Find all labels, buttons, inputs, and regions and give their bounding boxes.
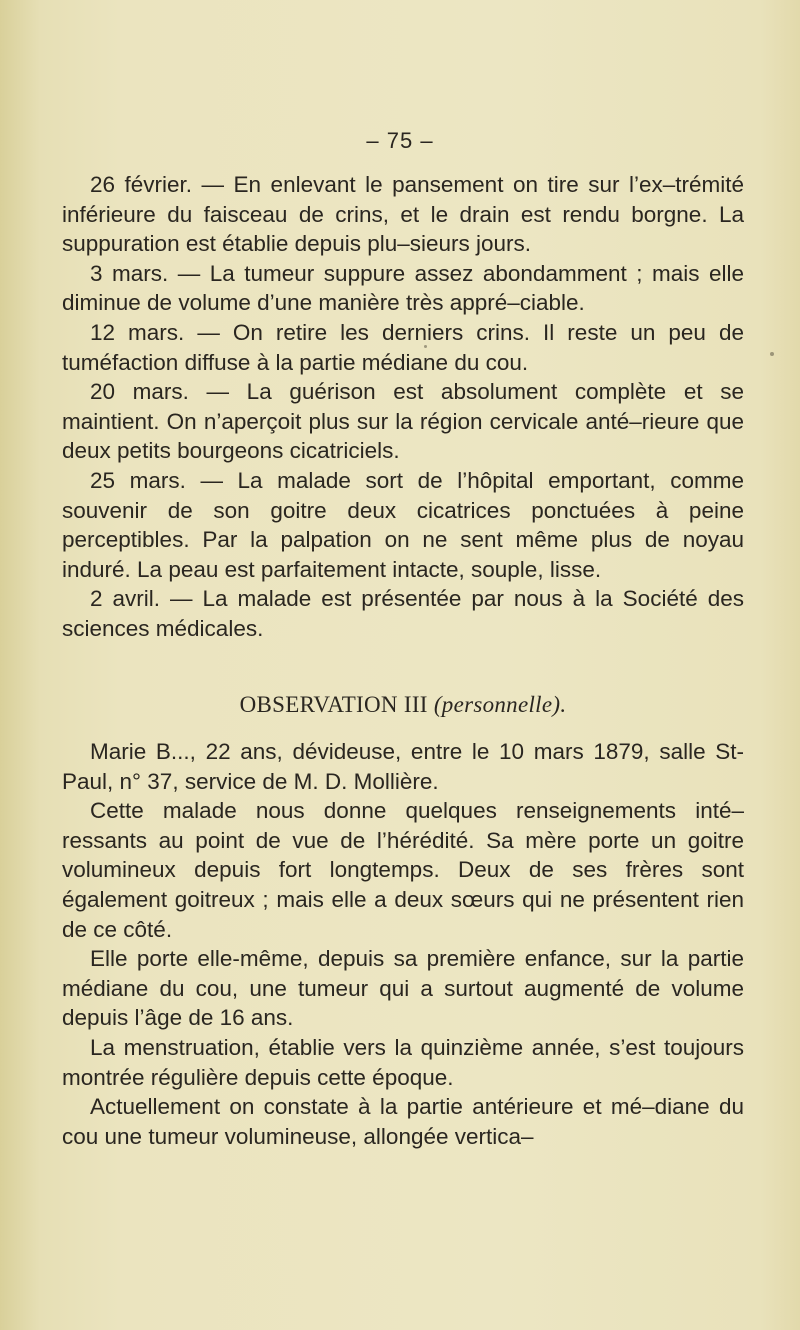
observation-subtitle: (personnelle). <box>433 691 567 717</box>
paragraph-26-fevrier: 26 février. — En enlevant le pansement on tire sur l’ex–trémité inférieure du faisceau de crins, et le drain est rendu borgne. La suppuration est établie depuis plu–sieurs jours. <box>62 172 744 257</box>
paragraph-current-state: Actuellement on constate à la partie antérieure et mé–diane du cou une tumeur volumineuse, allongée vertica– <box>62 1094 744 1149</box>
paper-speck <box>770 352 774 356</box>
paragraph-heredity: Cette malade nous donne quelques renseignements inté–ressants au point de vue de l’hérédité. Sa mère porte un goitre volumineux depuis fort longtemps. Deux de ses frères sont également goitreux ; mais elle a deux sœurs qui ne présentent rien de ce côté. <box>62 798 744 942</box>
paragraph-menstruation: La menstruation, établie vers la quinzième année, s’est toujours montrée régulière depuis cette époque. <box>62 1035 744 1090</box>
paper-speck <box>424 345 427 348</box>
paragraph-patient-intro: Marie B..., 22 ans, dévideuse, entre le 10 mars 1879, salle St-Paul, n° 37, service de M. D. Mollière. <box>62 739 744 794</box>
paragraph-20-mars: 20 mars. — La guérison est absolument complète et se maintient. On n’aperçoit plus sur la région cervicale anté–rieure que deux petits bourgeons cicatriciels. <box>62 379 744 464</box>
page-number: – 75 – <box>366 128 434 153</box>
observation-heading <box>62 690 744 720</box>
paragraph-12-mars: 12 mars. — On retire les derniers crins. Il reste un peu de tuméfaction diffuse à la partie médiane du cou. <box>62 319 744 375</box>
body-text <box>62 170 744 1151</box>
paragraph-3-mars: 3 mars. — La tumeur suppure assez abondamment ; mais elle diminue de volume d’une manière très appré–ciable. <box>62 260 744 316</box>
paragraph-tumor-history: Elle porte elle-même, depuis sa première enfance, sur la partie médiane du cou, une tumeur qui a surtout augmenté de volume depuis l’âge de 16 ans. <box>62 946 744 1031</box>
observation-title: OBSERVATION III <box>239 691 428 717</box>
paragraph-25-mars: 25 mars. — La malade sort de l’hôpital emportant, comme souvenir de son goitre deux cicatrices ponctuées à peine perceptibles. Par la palpation on ne sent même plus de noyau induré. La peau est parfaitement intacte, souple, lisse. <box>62 467 744 582</box>
paragraph-2-avril: 2 avril. — La malade est présentée par nous à la Société des sciences médicales. <box>62 586 744 641</box>
